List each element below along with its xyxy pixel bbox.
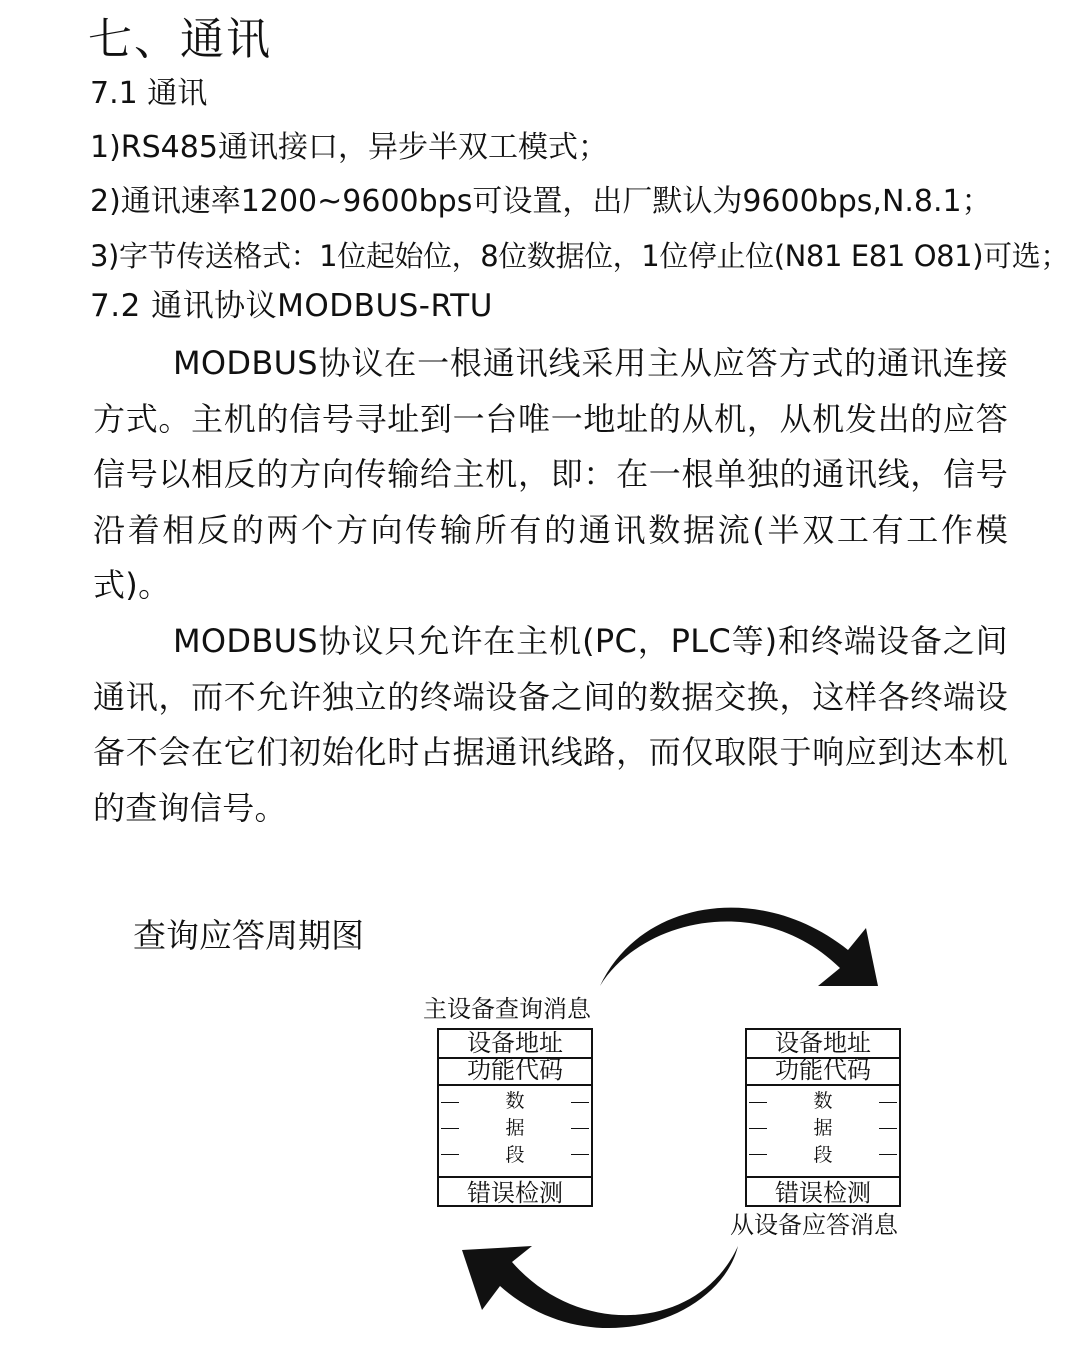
error-check-field: 错误检测 [747, 1176, 899, 1209]
dash-mark [571, 1154, 589, 1155]
protocol-paragraph-2: MODBUS协议只允许在主机(PC，PLC等)和终端设备之间通讯，而不允许独立的终端设备之间的数据交换，这样各终端设备不会在它们初始化时占据通讯线路，而仅取限于响应到达本机的查询信号。 [93, 622, 1008, 827]
data-segment-field [747, 1088, 899, 1174]
query-arrow [600, 908, 878, 986]
dash-mark [749, 1102, 767, 1103]
data-char-3: 段 [505, 1144, 525, 1166]
slave-response-label: 从设备应答消息 [730, 1211, 898, 1239]
dash-mark [749, 1128, 767, 1129]
response-arrow [462, 1246, 738, 1328]
spec-item-3: 3)字节传送格式：1位起始位，8位数据位，1位停止位(N81 E81 O81)可选； [90, 239, 1069, 273]
master-message-frame [437, 1028, 593, 1207]
data-char-3: 段 [813, 1144, 833, 1166]
error-check-field: 错误检测 [439, 1176, 591, 1209]
dash-mark [441, 1128, 459, 1129]
dash-mark [879, 1128, 897, 1129]
dash-mark [879, 1154, 897, 1155]
dash-mark [879, 1102, 897, 1103]
dash-mark [441, 1154, 459, 1155]
subsection-heading-7-1: 7.1 通讯 [90, 76, 208, 111]
diagram-title: 查询应答周期图 [133, 916, 364, 955]
dash-mark [749, 1154, 767, 1155]
subsection-heading-7-2: 7.2 通讯协议MODBUS-RTU [90, 288, 493, 324]
data-char-1: 数 [505, 1090, 525, 1112]
dash-mark [441, 1102, 459, 1103]
spec-item-2: 2)通讯速率1200~9600bps可设置，出厂默认为9600bps,N.8.1； [90, 184, 992, 219]
function-code-field: 功能代码 [747, 1057, 899, 1086]
dash-mark [571, 1102, 589, 1103]
data-char-1: 数 [813, 1090, 833, 1112]
protocol-paragraph-1: MODBUS协议在一根通讯线采用主从应答方式的通讯连接方式。主机的信号寻址到一台唯一地址的从机，从机发出的应答信号以相反的方向传输给主机，即：在一根单独的通讯线，信号沿着相反的两个方向传输所有的通讯数据流(半双工有工作模式)。 [93, 344, 1008, 604]
slave-message-frame [745, 1028, 901, 1207]
spec-item-1: 1)RS485通讯接口，异步半双工模式； [90, 130, 608, 165]
function-code-field: 功能代码 [439, 1057, 591, 1086]
device-address-field: 设备地址 [747, 1030, 899, 1059]
data-char-2: 据 [813, 1117, 833, 1139]
master-query-label: 主设备查询消息 [423, 995, 591, 1023]
data-segment-field [439, 1088, 591, 1174]
device-address-field: 设备地址 [439, 1030, 591, 1059]
data-char-2: 据 [505, 1117, 525, 1139]
dash-mark [571, 1128, 589, 1129]
section-title: 七、通讯 [88, 14, 272, 65]
